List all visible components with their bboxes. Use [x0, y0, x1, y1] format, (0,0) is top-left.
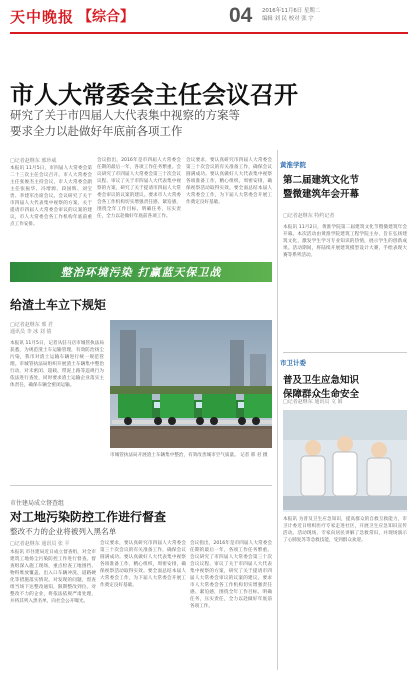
- right-bottom-byline: □记者赵继东 通讯员 文 娟: [283, 399, 343, 405]
- right-bottom-body: 本报讯 为普及卫生应急知识，提高群众的自救互救能力，市卫计委近日组织医疗专家走进社区，开展卫生应急知识宣传活动。活动现场，专家向居民讲解了急救常识，并现场演示了心肺复苏等急救技能，受到群众欢迎。: [283, 517, 407, 543]
- right-top-section-label: 黄淮学院: [280, 161, 306, 169]
- right-bottom-title-2: 保障群众生命安全: [283, 389, 360, 400]
- right-bottom-section-label: 市卫计委: [280, 359, 306, 367]
- mid-story-subtitle: 整改不力的企业将被列入黑名单: [10, 527, 117, 536]
- truck-photo-caption: 市城管执法局开展渣土车辆集中整治，有效改善城市空气质量。 记者 邢 君 摄: [110, 453, 268, 458]
- newspaper-logo: [10, 4, 134, 28]
- masthead-rule: [10, 32, 408, 34]
- page-number: 04: [229, 4, 253, 27]
- right-top-title-1: 第二届建筑文化节: [283, 175, 360, 186]
- medical-photo: [283, 410, 407, 512]
- right-divider: [283, 352, 407, 353]
- lead-body-col3: 会议要求，要认真研究市四届人大常委会第三十次会议的有关准备工作，确保会议圆满成功。要认真做好人大代表集中视察各项准备工作，精心组织，周密安排，确保视察活动取得实效。要全面总结本届人大常委会工作，为下届人大常委会开展工作奠定良好基础。: [186, 158, 272, 205]
- section-name: 【综合】: [78, 9, 135, 25]
- mid-story-body-col2: 会议要求，要认真研究市四届人大常委会第三十次会议的有关准备工作，确保会议圆满成功。要认真做好人大代表集中视察各项准备工作，精心组织，周密安排，确保视察活动取得实效。要全面总结本届人大常委会工作，为下届人大常委会开展工作奠定良好基础。: [100, 541, 186, 588]
- mid-story-body-col1: 本报讯 市住建局近日成立督查组，对全市建筑工地扬尘污染防控工作进行督查。督查组深入施工现场，重点检查工地围挡、物料堆放覆盖、出入口车辆冲洗、道路硬化等措施落实情况。对发现的问题，督查组当场下达整改通知，限期整改到位。对整改不力的企业，将依法依规严肃处理，并将其列入黑名单，向社会公开曝光。: [10, 550, 96, 604]
- issue-editors: 编辑 刘 民 校对 张 宇: [262, 16, 314, 22]
- right-top-section: [280, 160, 306, 169]
- truck-photo-image: [110, 320, 272, 448]
- masthead: [10, 4, 408, 30]
- medical-photo-image: [283, 410, 407, 510]
- lead-body-col2: 会议指出，2016年是市四届人大常委会任期的最后一年，各项工作任务繁重。会议研究了市四届人大常委会第三十次会议议程、审议了关于市四届人大代表集中视察的方案，研究了关于提请市四届人大常委会审议的议案的建议。要求市人大常委会各工作机构切实增强责任感、紧迫感，围绕全年工作目标，明确任务，压实责任，全力以赴做好年底前各项工作。: [97, 158, 181, 219]
- right-top-title-2: 暨微建筑年会开幕: [283, 189, 360, 200]
- right-bottom-section: [280, 358, 306, 367]
- lead-headline: 市人大常委会主任会议召开: [10, 80, 298, 109]
- mid-story-byline: □记者赵继东 通讯员 张 平: [10, 541, 70, 547]
- section-divider: [10, 485, 272, 486]
- right-column-divider: [277, 150, 278, 670]
- right-top-body: 本报讯 11月2日，黄淮学院第二届建筑文化节暨微建筑年会开幕。本次活动由黄淮学院建筑工程学院主办，旨在弘扬建筑文化，激发学生学习专业知识的热情，展示学生的创新成果。活动期间，将陆续开展建筑模型设计大赛、手绘表现大赛等系列活动。: [283, 225, 407, 258]
- truck-story-body: 本报讯 11月5日，记者从驻马店市城管执法局获悉，为规范渣土车运输管理，有效防治扬尘污染，我市对渣土运输车辆进行统一规范管理。市城管执法局组织开展渣土车辆集中整治行动，对未密闭、超载、带泥上路等违规行为依法进行查处，同时要求渣土运输企业落实主体责任，确保车辆全密闭运输。: [10, 341, 104, 388]
- newspaper-name: 天中晚报: [10, 7, 75, 26]
- mid-story-body-col3: 会议指出，2016年是市四届人大常委会任期的最后一年，各项工作任务繁重。会议研究了市四届人大常委会第三十次会议议程、审议了关于市四届人大代表集中视察的方案，研究了关于提请市四届人大常委会审议的议案的建议。要求市人大常委会各工作机构切实增强责任感、紧迫感，围绕全年工作目标，明确任务，压实责任，全力以赴做好年底前各项工作。: [190, 541, 272, 609]
- mid-story-kicker: 市住建局成立督查组: [10, 500, 65, 507]
- issue-date: 2016年11月6日 星期二: [262, 8, 321, 14]
- truck-story-byline: □记者赵继东 邢 君 通讯员 李 冰 刘 倩: [10, 322, 53, 335]
- lead-subhead-1: 研究了关于市四届人大代表集中视察的方案等: [10, 108, 240, 122]
- campaign-banner: [10, 262, 272, 282]
- campaign-banner-text: 整治环境污染 打赢蓝天保卫战: [60, 266, 222, 279]
- issue-meta: [262, 7, 320, 23]
- right-bottom-title-1: 普及卫生应急知识: [283, 375, 360, 386]
- lead-byline: □记者赵继东 邢珍威: [10, 158, 57, 164]
- right-top-byline: □记者赵继东 特约记者: [283, 213, 335, 219]
- lead-body-col1: 本报讯 11月5日，市四届人大常委会第二十三次主任会议召开。市人大常委会主任张俊杰主持会议，市人大常委会副主任张振华、冯增源、段国辉、刘宝贵、李建军出席会议。会议研究了关于市四届人大代表集中视察的方案、关于提请市四届人大常委会审议的议案的建议，市人大常委会各工作机构年底前重点工作安排。: [10, 166, 92, 227]
- truck-story-title: 给渣土车立下规矩: [10, 298, 107, 312]
- lead-subhead-2: 要求全力以赴做好年底前各项工作: [10, 124, 183, 138]
- truck-photo: [110, 320, 272, 448]
- mid-story-title: 对工地污染防控工作进行督查: [10, 510, 167, 524]
